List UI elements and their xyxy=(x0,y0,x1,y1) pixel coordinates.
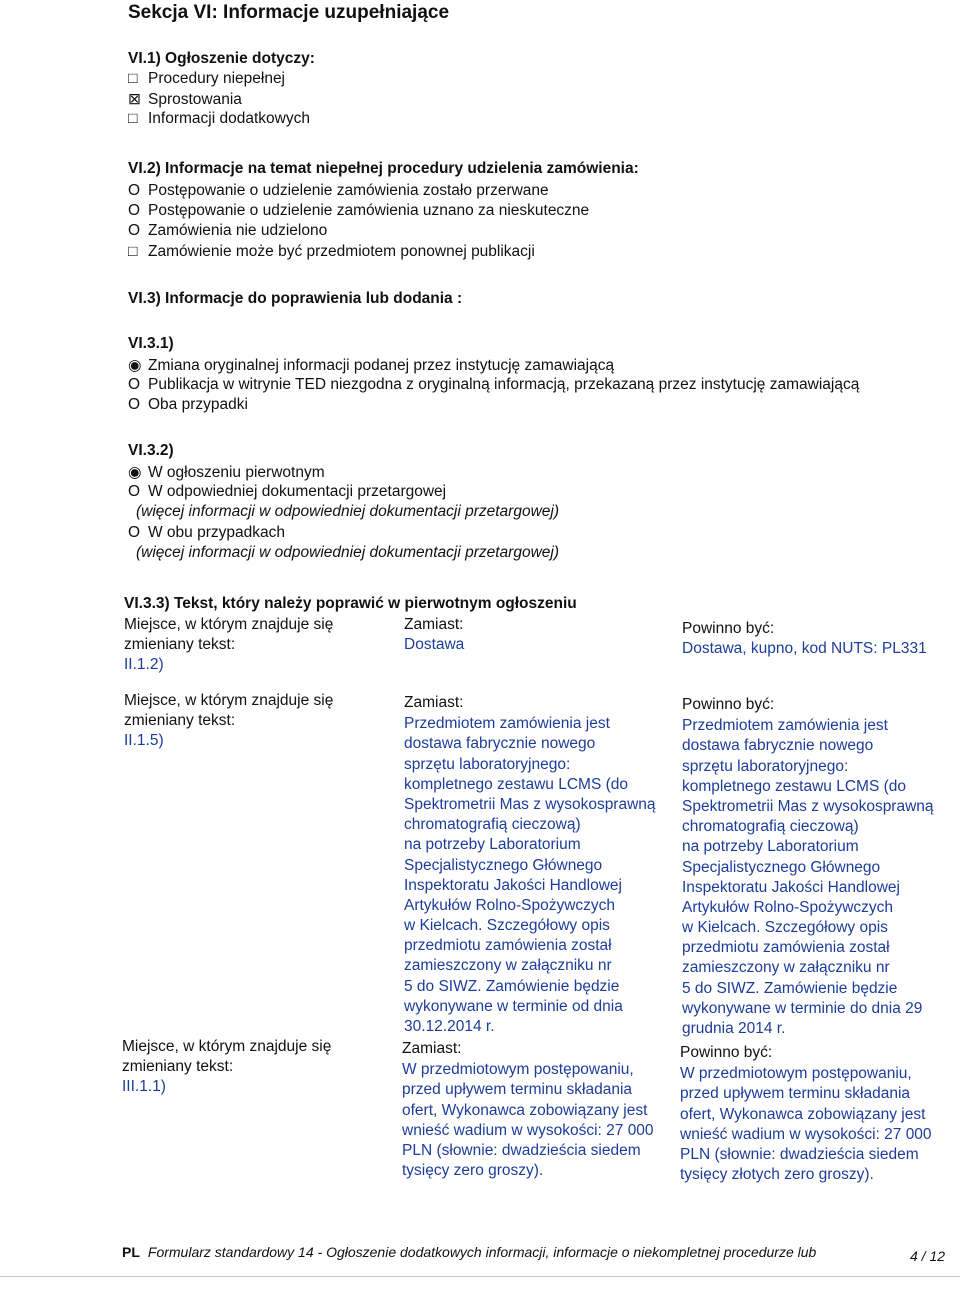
text-line: tysięcy złotych zero groszy). xyxy=(680,1166,874,1184)
radio-icon: O xyxy=(128,202,141,220)
text-line: chromatografią cieczową) xyxy=(682,818,859,836)
instead-label: Zamiast: xyxy=(402,1040,462,1057)
place-label: Miejsce, w którym znajduje się xyxy=(124,616,334,633)
should-label: Powinno być: xyxy=(682,620,775,637)
text-line: ofert, Wykonawca zobowiązany jest xyxy=(680,1105,926,1123)
instead-text xyxy=(402,1060,654,1180)
text-line: Przedmiotem zamówienia jest xyxy=(682,717,888,735)
text-line: chromatografią cieczową) xyxy=(404,816,581,834)
option-label: Publikacja w witrynie TED niezgodna z oryginalną informacją, przekazaną przez instytucję zamawiającą xyxy=(148,376,860,394)
text-line: dostawa fabrycznie nowego xyxy=(404,735,596,753)
text-line: Spektrometrii Mas z wysokosprawną xyxy=(682,797,934,815)
option-label: Procedury niepełnej xyxy=(148,70,286,87)
text-line: grudnia 2014 r. xyxy=(682,1020,786,1037)
place-value: II.1.5) xyxy=(124,732,164,750)
option-label: W ogłoszeniu pierwotnym xyxy=(148,464,325,481)
vi2-option xyxy=(128,182,589,202)
vi1-option xyxy=(128,90,310,110)
option-label: Zamówienie może być przedmiotem ponownej publikacji xyxy=(148,242,535,260)
text-line: PLN (słownie: dwadzieścia siedem xyxy=(680,1145,919,1163)
text-line: na potrzeby Laboratorium xyxy=(682,838,859,856)
vi2-option xyxy=(128,243,589,263)
text-line: Inspektoratu Jakości Handlowej xyxy=(404,876,622,894)
radio-icon: O xyxy=(128,376,141,394)
text-line: przed upływem terminu składania xyxy=(680,1085,911,1103)
instead-text xyxy=(404,714,656,1035)
text-line: przed upływem terminu składania xyxy=(402,1081,633,1099)
option-label: W obu przypadkach xyxy=(148,523,285,541)
option-label: Zmiana oryginalnej informacji podanej przez instytucję zamawiającą xyxy=(148,357,615,374)
text-line: Artykułów Rolno-Spożywczych xyxy=(404,896,616,914)
should-text: Dostawa, kupno, kod NUTS: PL331 xyxy=(682,640,927,658)
radio-selected-icon: ◉ xyxy=(128,464,142,481)
vi1-heading: VI.1) Ogłoszenie dotyczy: xyxy=(128,50,315,67)
vi31-option xyxy=(128,396,859,416)
text-line: 5 do SIWZ. Zamówienie będzie xyxy=(682,979,898,997)
vi2-option xyxy=(128,202,589,222)
entry-should xyxy=(682,620,927,660)
instead-text: Dostawa xyxy=(404,636,465,654)
entry-place xyxy=(124,692,333,753)
text-line: Artykułów Rolno-Spożywczych xyxy=(682,898,894,916)
vi2-heading: VI.2) Informacje na temat niepełnej procedury udzielenia zamówienia: xyxy=(128,160,639,177)
text-line: PLN (słownie: dwadzieścia siedem xyxy=(402,1141,641,1159)
page-number: 4 / 12 xyxy=(910,1248,946,1264)
vi1-option xyxy=(128,70,310,90)
entry-instead xyxy=(404,694,656,1035)
should-label: Powinno być: xyxy=(682,696,775,713)
checkbox-checked-icon: ⊠ xyxy=(128,91,141,109)
text-line: kompletnego zestawu LCMS (do xyxy=(404,775,629,793)
option-label: Zamówienia nie udzielono xyxy=(148,222,328,240)
text-line: tysięcy zero groszy). xyxy=(402,1162,544,1180)
entry-place xyxy=(122,1038,331,1099)
should-label: Powinno być: xyxy=(680,1044,773,1061)
text-line: ofert, Wykonawca zobowiązany jest xyxy=(402,1101,648,1119)
checkbox-icon: □ xyxy=(128,110,138,128)
text-line: Specjalistycznego Głównego xyxy=(404,856,603,874)
place-label: zmieniany tekst: xyxy=(124,712,236,730)
vi31-option xyxy=(128,356,859,376)
entry-should xyxy=(682,696,934,1037)
option-label: Informacji dodatkowych xyxy=(148,110,310,128)
footer xyxy=(122,1244,816,1260)
footer-lang: PL xyxy=(122,1244,140,1260)
vi3-heading: VI.3) Informacje do poprawienia lub dodania : xyxy=(128,290,463,307)
place-label: zmieniany tekst: xyxy=(124,636,236,654)
option-label: Sprostowania xyxy=(148,91,242,109)
text-line: zamieszczony w załączniku nr xyxy=(682,959,890,977)
text-line: przedmiotu zamówienia został xyxy=(404,937,612,955)
text-line: wykonywane w terminie od dnia xyxy=(404,997,623,1015)
place-value: III.1.1) xyxy=(122,1078,166,1096)
text-line: W przedmiotowym postępowaniu, xyxy=(402,1061,634,1079)
option-label: Oba przypadki xyxy=(148,396,248,414)
vi31-heading: VI.3.1) xyxy=(128,335,174,352)
checkbox-icon: □ xyxy=(128,242,138,260)
text-line: wnieść wadium w wysokości: 27 000 xyxy=(402,1121,654,1139)
text-line: W przedmiotowym postępowaniu, xyxy=(680,1065,912,1083)
vi32-note: (więcej informacji w odpowiedniej dokumentacji przetargowej) xyxy=(136,503,559,521)
vi31-options xyxy=(128,356,859,417)
instead-label: Zamiast: xyxy=(404,694,464,711)
text-line: dostawa fabrycznie nowego xyxy=(682,737,874,755)
text-line: 5 do SIWZ. Zamówienie będzie xyxy=(404,977,620,995)
vi32-options xyxy=(128,463,559,564)
text-line: 30.12.2014 r. xyxy=(404,1018,495,1035)
vi33-heading: VI.3.3) Tekst, który należy poprawić w pierwotnym ogłoszeniu xyxy=(124,595,577,612)
text-line: zamieszczony w załączniku nr xyxy=(404,957,612,975)
vi32-note: (więcej informacji w odpowiedniej dokumentacji przetargowej) xyxy=(136,543,559,561)
text-line: w Kielcach. Szczegółowy opis xyxy=(404,917,610,935)
vi32-option xyxy=(128,524,559,544)
text-line: Specjalistycznego Głównego xyxy=(682,858,881,876)
footer-text: Formularz standardowy 14 - Ogłoszenie dodatkowych informacji, informacje o niekompletnej procedurze lub xyxy=(147,1244,817,1260)
text-line: kompletnego zestawu LCMS (do xyxy=(682,777,907,795)
option-label: Postępowanie o udzielenie zamówienia uznano za nieskuteczne xyxy=(148,202,590,220)
vi32-heading: VI.3.2) xyxy=(128,442,174,459)
text-line: Spektrometrii Mas z wysokosprawną xyxy=(404,795,656,813)
text-line: wnieść wadium w wysokości: 27 000 xyxy=(680,1125,932,1143)
text-line: Inspektoratu Jakości Handlowej xyxy=(682,878,900,896)
vi2-option xyxy=(128,222,589,242)
vi2-options xyxy=(128,182,589,263)
radio-icon: O xyxy=(128,483,141,501)
radio-icon: O xyxy=(128,396,141,414)
entry-place xyxy=(124,616,333,677)
entry-instead xyxy=(404,616,464,656)
entry-should xyxy=(680,1044,932,1184)
entry-instead xyxy=(402,1040,654,1180)
radio-icon: O xyxy=(128,182,141,199)
instead-label: Zamiast: xyxy=(404,616,464,633)
should-text xyxy=(682,716,934,1037)
vi31-option xyxy=(128,376,859,396)
section-title: Sekcja VI: Informacje uzupełniające xyxy=(128,2,450,23)
radio-selected-icon: ◉ xyxy=(128,357,142,374)
place-value: II.1.2) xyxy=(124,656,164,674)
radio-icon: O xyxy=(128,222,141,240)
vi32-option xyxy=(128,483,559,503)
checkbox-icon: □ xyxy=(128,70,138,87)
place-label: Miejsce, w którym znajduje się xyxy=(124,692,334,709)
place-label: Miejsce, w którym znajduje się xyxy=(122,1038,332,1055)
vi1-option xyxy=(128,110,310,130)
vi32-option xyxy=(128,463,559,483)
text-line: w Kielcach. Szczegółowy opis xyxy=(682,919,888,937)
text-line: sprzętu laboratoryjnego: xyxy=(404,755,571,773)
option-label: W odpowiedniej dokumentacji przetargowej xyxy=(148,483,447,501)
text-line: na potrzeby Laboratorium xyxy=(404,836,581,854)
footer-divider xyxy=(0,1276,960,1277)
place-label: zmieniany tekst: xyxy=(122,1058,234,1076)
radio-icon: O xyxy=(128,523,141,541)
vi1-options xyxy=(128,70,310,131)
text-line: Przedmiotem zamówienia jest xyxy=(404,715,610,733)
text-line: wykonywane w terminie do dnia 29 xyxy=(682,999,923,1017)
option-label: Postępowanie o udzielenie zamówienia zostało przerwane xyxy=(148,182,549,199)
text-line: sprzętu laboratoryjnego: xyxy=(682,757,849,775)
text-line: przedmiotu zamówienia został xyxy=(682,939,890,957)
should-text xyxy=(680,1064,932,1184)
